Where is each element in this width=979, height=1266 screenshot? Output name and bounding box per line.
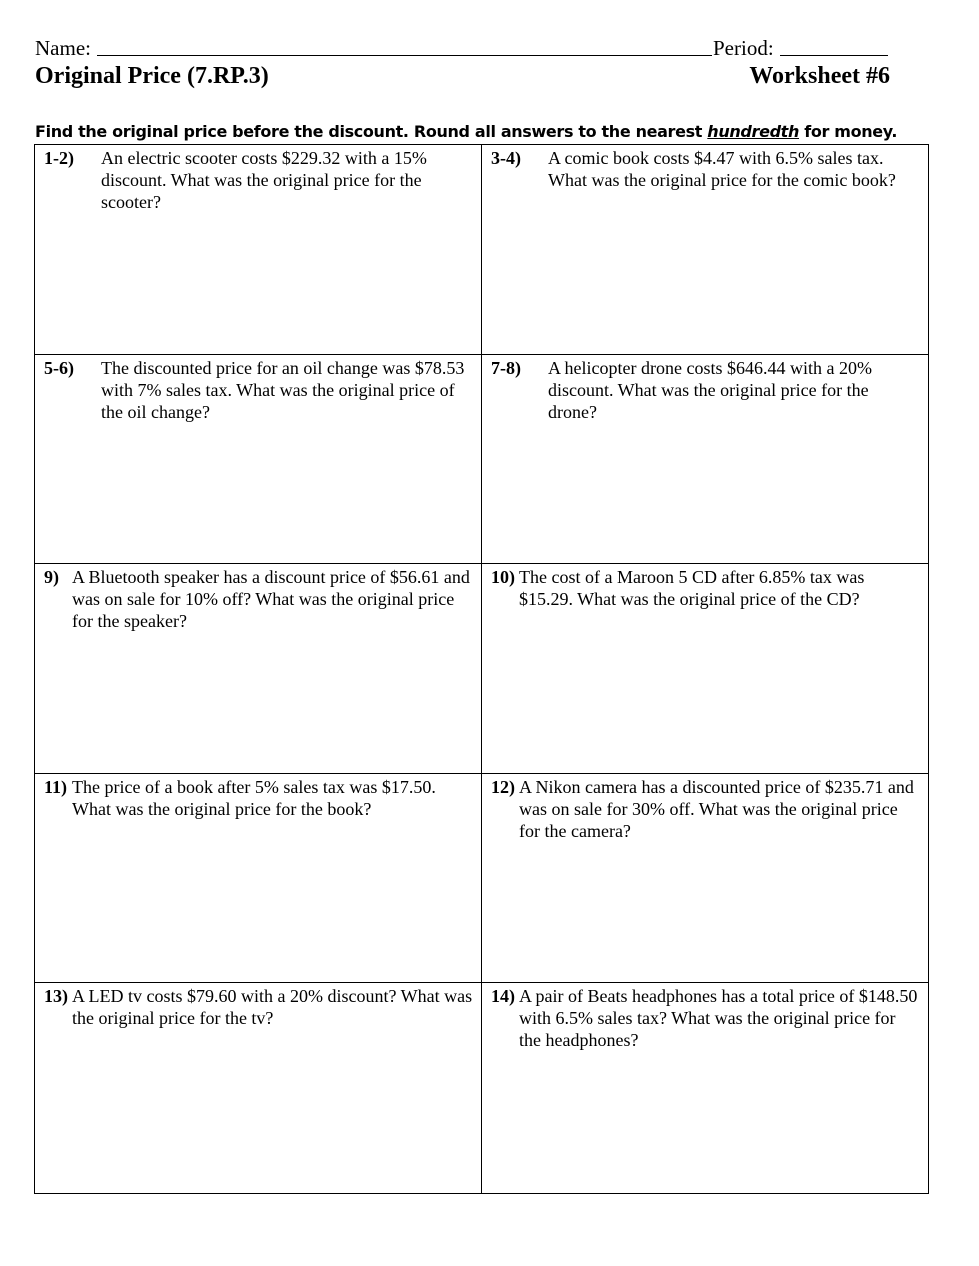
name-blank[interactable] (97, 55, 712, 56)
problem-number: 9) (44, 567, 59, 588)
problem-cell (35, 355, 482, 565)
problem-number: 12) (491, 776, 515, 797)
instructions-text-end: for money. (799, 122, 898, 141)
header-name-period (35, 34, 890, 62)
problem-number: 5-6) (44, 357, 74, 378)
problem-text: The price of a book after 5% sales tax was $17.50. What was the original price for the book? (72, 776, 436, 819)
problem-text: A LED tv costs $79.60 with a 20% discount? What was the original price for the tv? (72, 986, 473, 1029)
problem-cell (482, 564, 928, 774)
problem-number: 7-8) (491, 357, 521, 378)
problem-number: 11) (44, 776, 68, 797)
problem-number: 3-4) (491, 148, 521, 168)
problem-cell (482, 774, 928, 984)
problem-text: The discounted price for an oil change was $78.53 with 7% sales tax. What was the original price of the oil change? (101, 357, 465, 422)
problem-grid (34, 144, 929, 1194)
problem-text: A Bluetooth speaker has a discount price of $56.61 and was on sale for 10% off? What was the original price for the speaker? (72, 567, 470, 632)
name-label: Name: (35, 36, 91, 60)
period-label: Period: (713, 36, 774, 60)
problem-number: 13) (44, 986, 68, 1007)
worksheet-number: Worksheet #6 (749, 63, 890, 89)
problem-cell (482, 145, 928, 355)
page-title: Original Price (7.RP.3) (35, 63, 269, 89)
problem-cell (482, 355, 928, 565)
problem-text: An electric scooter costs $229.32 with a 15% discount. What was the original price for the scooter? (101, 148, 427, 212)
instructions (35, 121, 935, 143)
instructions-text: Find the original price before the discount. Round all answers to the nearest (35, 122, 708, 141)
problem-text: A Nikon camera has a discounted price of $235.71 and was on sale for 30% off. What was the original price for the camera? (519, 776, 914, 841)
problem-cell (35, 564, 482, 774)
problem-cell (35, 145, 482, 355)
header-title-row (35, 60, 890, 92)
problem-text: A helicopter drone costs $646.44 with a 20% discount. What was the original price for the drone? (548, 357, 872, 422)
problem-number: 1-2) (44, 148, 74, 168)
problem-text: A comic book costs $4.47 with 6.5% sales tax. What was the original price for the comic book? (548, 148, 896, 190)
instructions-emphasis: hundredth (707, 122, 800, 141)
problem-cell (35, 774, 482, 984)
period-blank[interactable] (780, 55, 888, 56)
problem-text: A pair of Beats headphones has a total price of $148.50 with 6.5% sales tax? What was the original price for the headphones? (519, 986, 918, 1051)
problem-number: 14) (491, 986, 515, 1007)
problem-text: The cost of a Maroon 5 CD after 6.85% tax was $15.29. What was the original price of the CD? (519, 567, 865, 610)
problem-number: 10) (491, 567, 515, 588)
problem-cell (482, 983, 928, 1193)
problem-cell (35, 983, 482, 1193)
